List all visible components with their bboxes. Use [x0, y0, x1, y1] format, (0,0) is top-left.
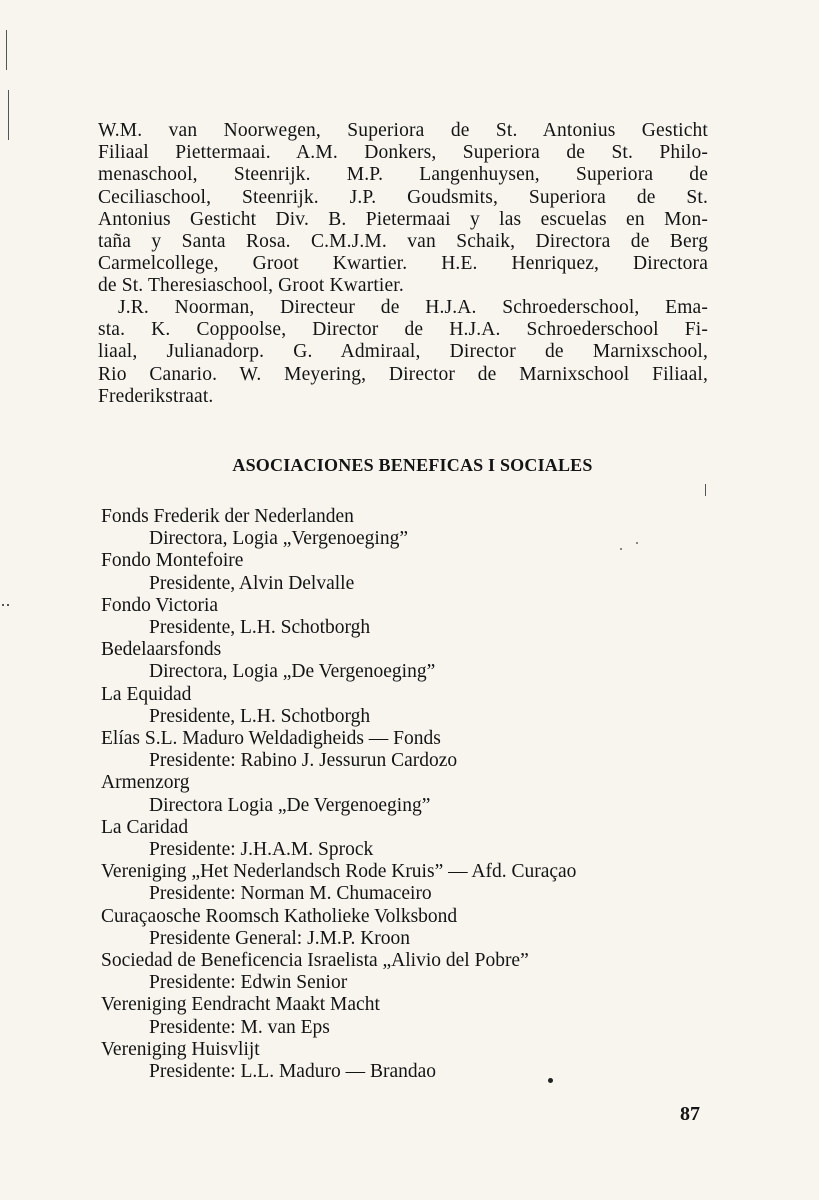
page-number: 87 [680, 1103, 700, 1125]
association-officer: Presidente, L.H. Schotborgh [149, 617, 371, 639]
scan-speck [2, 604, 4, 606]
scan-speck [636, 542, 638, 544]
paragraph-line: liaal, Julianadorp. G. Admiraal, Director de Marnixschool, [98, 341, 708, 363]
association-name: Fondo Victoria [101, 594, 219, 616]
association-name: Bedelaarsfonds [101, 639, 222, 661]
paragraph-line: de St. Theresiaschool, Groot Kwartier. [98, 275, 404, 297]
association-officer: Presidente: Norman M. Chumaceiro [149, 883, 432, 905]
association-officer: Presidente: M. van Eps [149, 1016, 330, 1038]
paragraph-line: taña y Santa Rosa. C.M.J.M. van Schaik, Directora de Berg [98, 231, 708, 253]
scan-edge-mark [6, 30, 7, 70]
paragraph-line: Rio Canario. W. Meyering, Director de Marnixschool Filiaal, [98, 363, 708, 385]
scan-edge-mark [705, 484, 706, 496]
paragraph-line: Filiaal Piettermaai. A.M. Donkers, Superiora de St. Philo- [98, 142, 708, 164]
association-officer: Presidente: L.L. Maduro — Brandao [149, 1061, 437, 1083]
association-officer: Presidente, Alvin Delvalle [149, 572, 355, 594]
scan-speck [620, 548, 622, 550]
association-name: La Equidad [101, 683, 192, 705]
association-officer: Presidente: Edwin Senior [149, 972, 348, 994]
association-officer: Presidente General: J.M.P. Kroon [149, 927, 411, 949]
association-name: Curaçaosche Roomsch Katholieke Volksbond [101, 905, 458, 927]
paragraph-line: Ceciliaschool, Steenrijk. J.P. Goudsmits, Superiora de St. [98, 186, 708, 208]
association-name: Fondo Montefoire [101, 550, 244, 572]
paragraph-line: J.R. Noorman, Directeur de H.J.A. Schroederschool, Ema- [118, 297, 708, 318]
association-name: Vereniging „Het Nederlandsch Rode Kruis” — Afd. Curaçao [101, 861, 577, 883]
paragraph-line: Frederikstraat. [98, 385, 214, 407]
association-officer: Presidente: J.H.A.M. Sprock [149, 839, 374, 861]
association-name: Vereniging Huisvlijt [101, 1038, 260, 1060]
association-officer: Presidente, L.H. Schotborgh [149, 705, 371, 727]
association-name: Elías S.L. Maduro Weldadigheids — Fonds [101, 728, 441, 750]
association-name: La Caridad [101, 816, 189, 838]
associations-list [101, 506, 741, 1083]
paragraph-line: Antonius Gesticht Div. B. Pietermaai y las escuelas en Mon- [98, 208, 708, 230]
directors-paragraph-2 [98, 297, 708, 408]
directors-paragraph-1 [98, 120, 708, 298]
scan-speck [548, 1078, 553, 1083]
association-name: Vereniging Eendracht Maakt Macht [101, 994, 380, 1016]
paragraph-line: menaschool, Steenrijk. M.P. Langenhuysen, Superiora de [98, 164, 708, 186]
scan-speck [7, 604, 9, 606]
paragraph-line: sta. K. Coppoolse, Director de H.J.A. Schroederschool Fi- [98, 319, 708, 341]
scan-edge-mark [8, 90, 9, 140]
association-officer: Directora, Logia „Vergenoeging” [149, 528, 408, 550]
association-name: Armenzorg [101, 772, 190, 794]
association-officer: Presidente: Rabino J. Jessurun Cardozo [149, 750, 458, 772]
paragraph-line: Carmelcollege, Groot Kwartier. H.E. Henriquez, Directora [98, 253, 708, 275]
paragraph-line: W.M. van Noorwegen, Superiora de St. Antonius Gesticht [98, 120, 708, 141]
association-name: Fonds Frederik der Nederlanden [101, 506, 354, 527]
association-name: Sociedad de Beneficencia Israelista „Alivio del Pobre” [101, 950, 529, 972]
section-heading: ASOCIACIONES BENEFICAS I SOCIALES [232, 455, 593, 475]
association-officer: Directora Logia „De Vergenoeging” [149, 794, 431, 816]
association-officer: Directora, Logia „De Vergenoeging” [149, 661, 436, 683]
